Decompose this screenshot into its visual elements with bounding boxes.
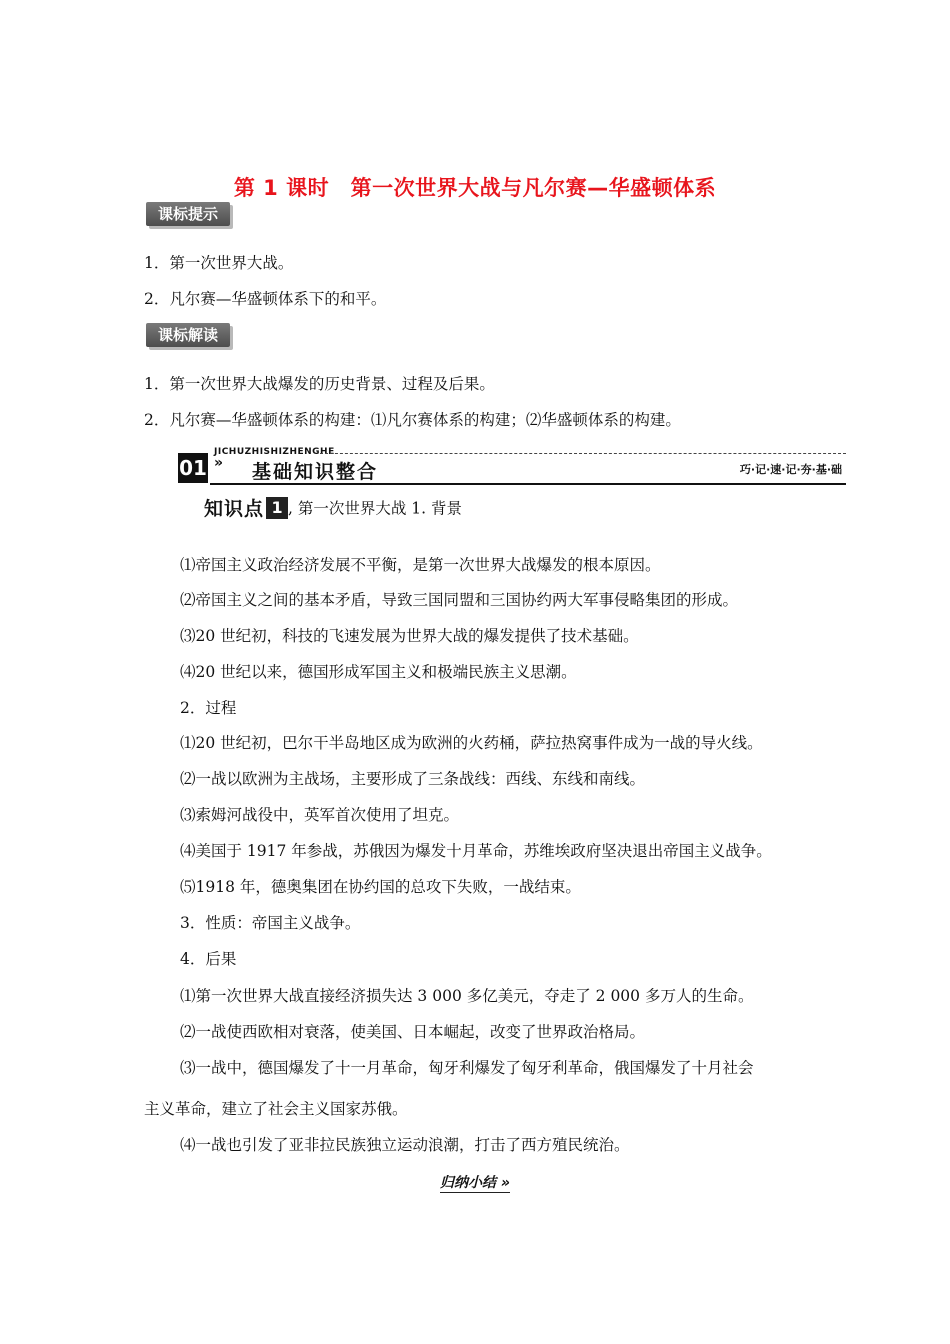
dashed-divider [320,453,846,454]
interpretation-tag: 课标解读 [146,323,230,347]
summary-heading [0,1172,950,1192]
summary-label: 归纳小结 » [440,1175,510,1191]
interpretation-item: 1．第一次世界大战爆发的历史背景、过程及后果。 [144,375,495,393]
body-line: ⑶一战中，德国爆发了十一月革命，匈牙利爆发了匈牙利革命，俄国爆发了十月社会 [180,1059,754,1077]
standard-tag: 课标提示 [146,202,230,226]
section-rule [210,483,846,485]
body-line: ⑵一战以欧洲为主战场，主要形成了三条战线：西线、东线和南线。 [180,770,646,788]
body-line: ⑸1918 年，德奥集团在协约国的总攻下失败，一战结束。 [180,878,581,896]
body-line: 主义革命，建立了社会主义国家苏俄。 [144,1100,408,1118]
knowledge-point-text: , 第一次世界大战 1. 背景 [288,499,463,518]
body-line: ⑶索姆河战役中，英军首次使用了坦克。 [180,806,460,824]
knowledge-point-label: 知识点 [204,498,265,520]
body-line: ⑴第一次世界大战直接经济损失达 3 000 多亿美元，夺走了 2 000 多万人的生命。 [180,987,754,1005]
body-line: ⑴帝国主义政治经济发展不平衡，是第一次世界大战爆发的根本原因。 [180,556,661,574]
section-heading: 基础知识整合 [252,461,379,483]
body-line: 2．过程 [180,699,237,717]
section-pinyin: JICHUZHISHIZHENGHE [214,447,335,457]
knowledge-point [204,494,462,520]
standard-item: 2．凡尔赛—华盛顿体系下的和平。 [144,290,387,308]
double-arrow-icon: » [214,455,224,471]
section-motto: 巧·记·速·记·夯·基·础 [739,463,842,476]
interpretation-item: 2．凡尔赛—华盛顿体系的构建：⑴凡尔赛体系的构建；⑵华盛顿体系的构建。 [144,411,681,429]
page-title: 第 1 课时 第一次世界大战与凡尔赛—华盛顿体系 [233,176,717,200]
body-line: ⑷20 世纪以来，德国形成军国主义和极端民族主义思潮。 [180,663,577,681]
section-banner [178,447,846,487]
body-line: ⑷美国于 1917 年参战，苏俄因为爆发十月革命，苏维埃政府坚决退出帝国主义战争。 [180,842,772,860]
section-number: 01 [178,453,208,483]
standard-item: 1．第一次世界大战。 [144,254,294,272]
knowledge-point-number: 1 [266,497,288,519]
body-line: ⑴20 世纪初，巴尔干半岛地区成为欧洲的火药桶，萨拉热窝事件成为一战的导火线。 [180,734,763,752]
body-line: 3．性质：帝国主义战争。 [180,914,361,932]
body-line: 4．后果 [180,950,237,968]
body-line: ⑵一战使西欧相对衰落，使美国、日本崛起，改变了世界政治格局。 [180,1023,646,1041]
body-line: ⑶20 世纪初，科技的飞速发展为世界大战的爆发提供了技术基础。 [180,627,639,645]
body-line: ⑵帝国主义之间的基本矛盾，导致三国同盟和三国协约两大军事侵略集团的形成。 [180,591,739,609]
body-line: ⑷一战也引发了亚非拉民族独立运动浪潮，打击了西方殖民统治。 [180,1136,630,1154]
